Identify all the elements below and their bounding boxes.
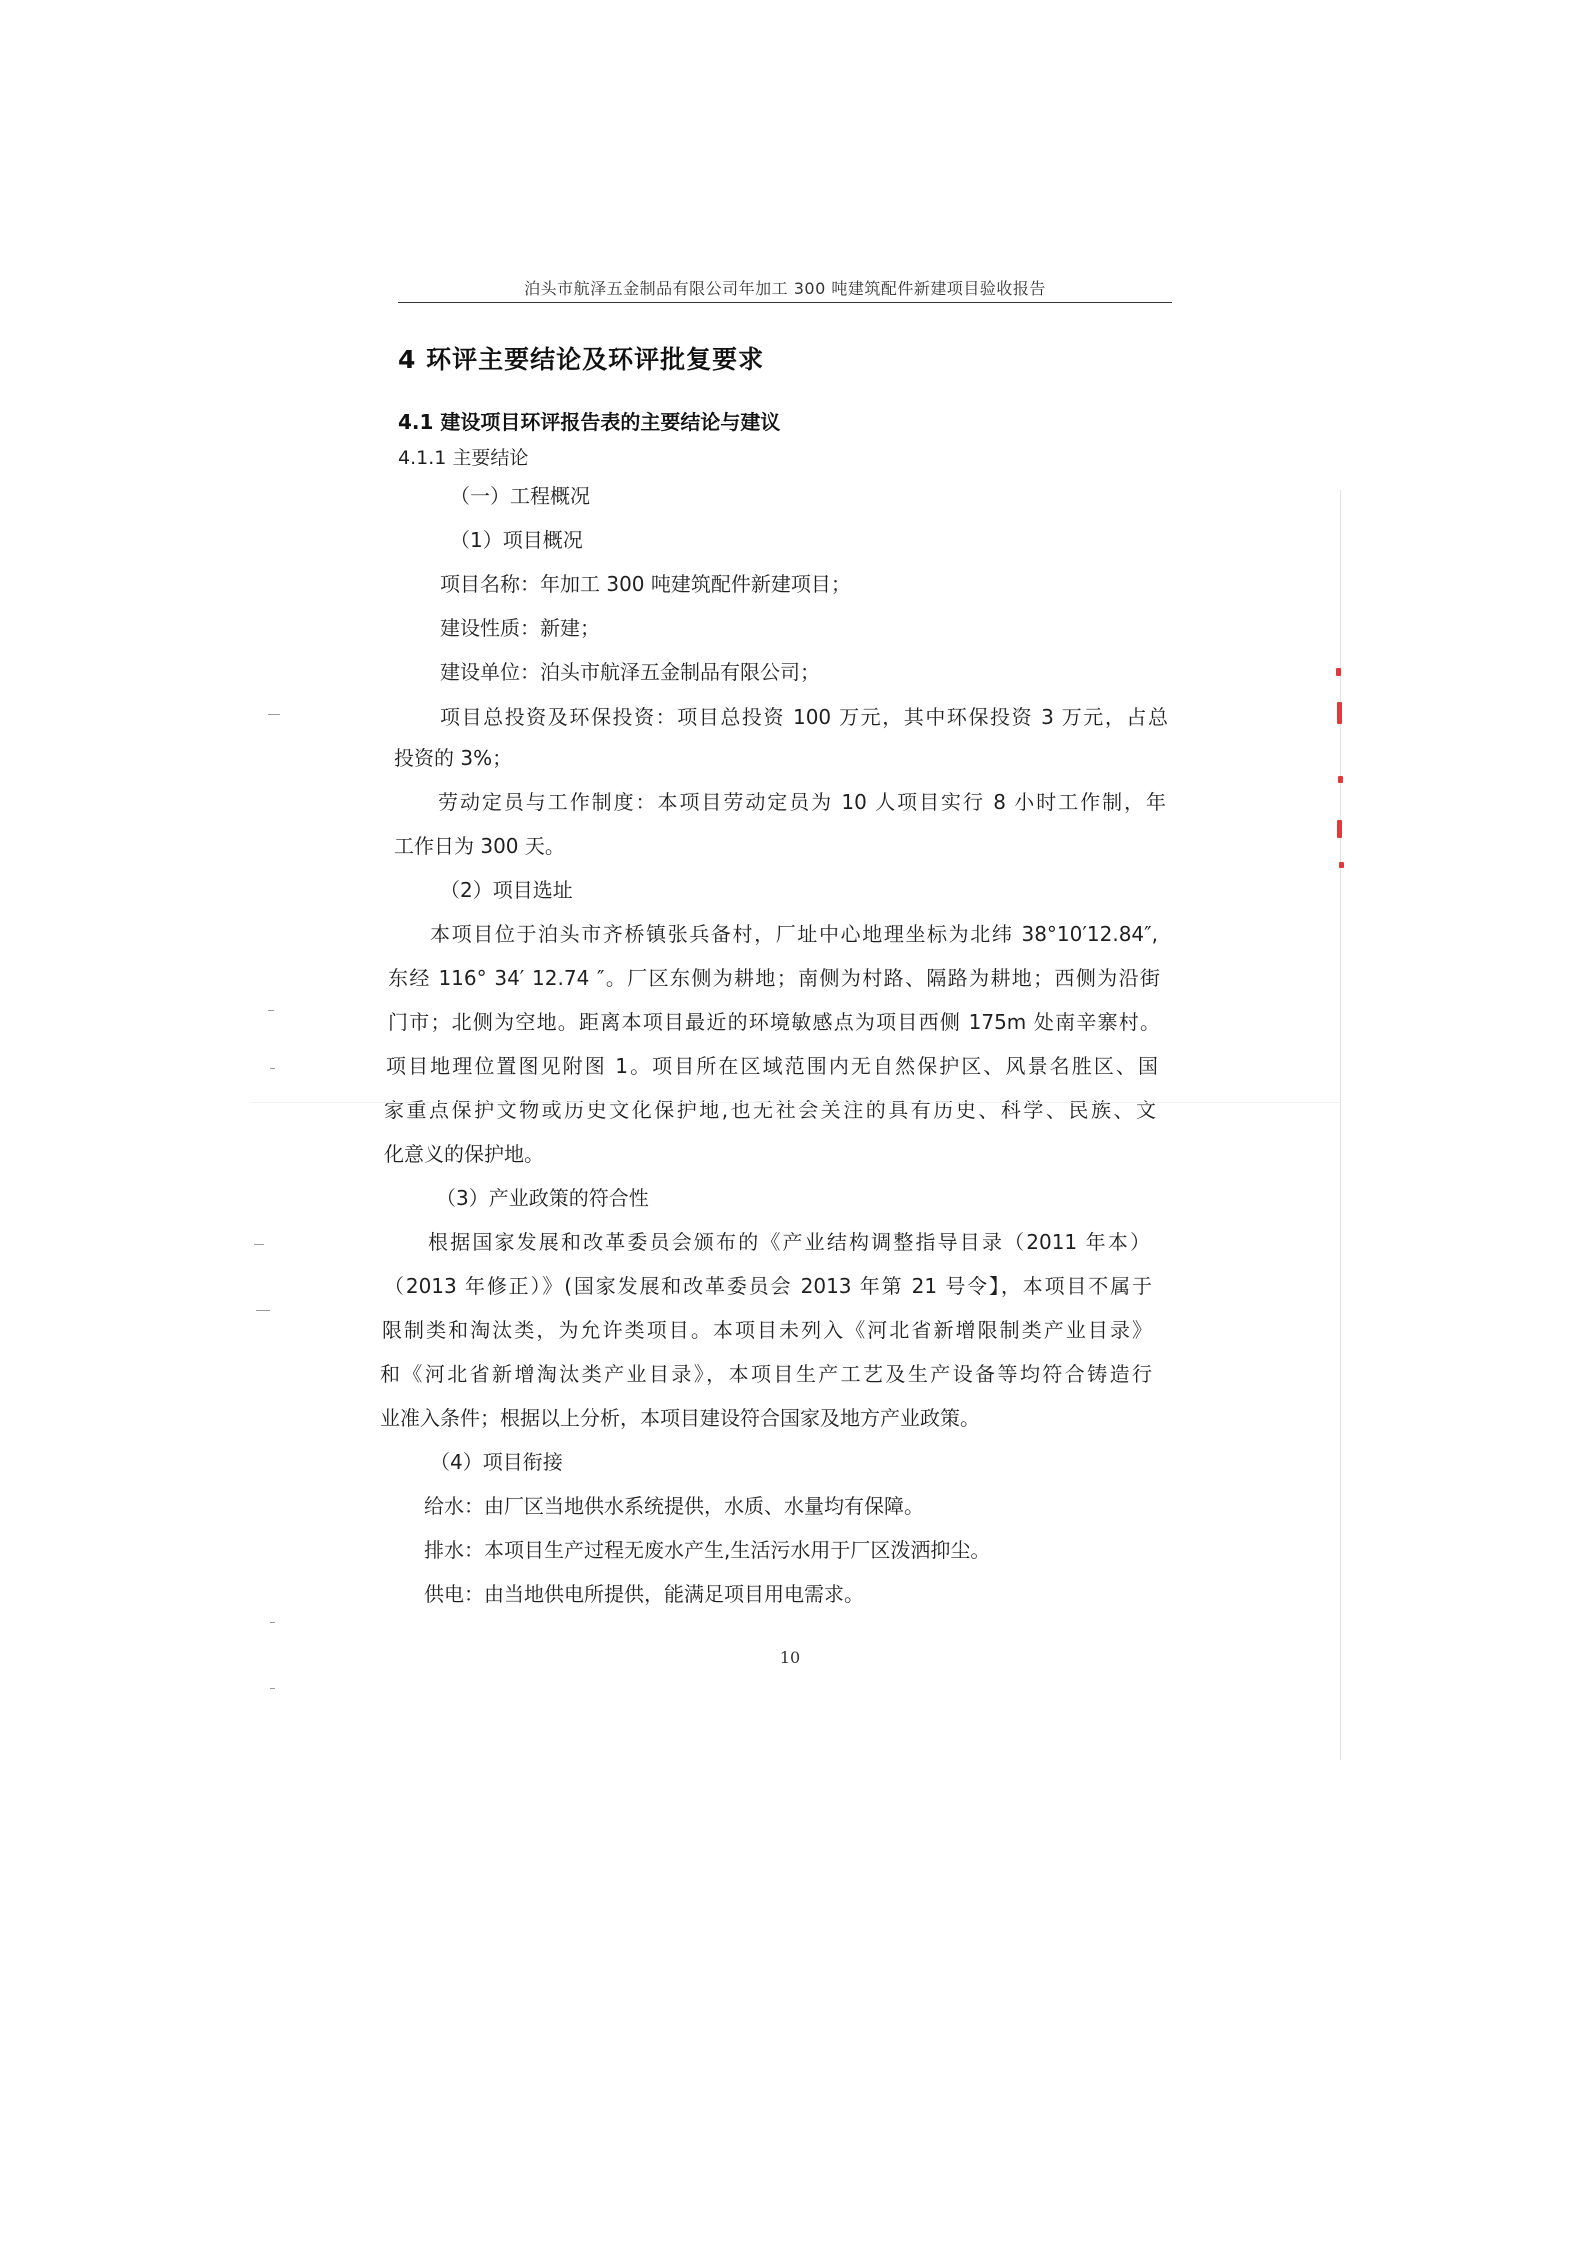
scan-speck <box>270 1622 275 1623</box>
scan-edge-line <box>1340 490 1341 1760</box>
staffing-line: 劳动定员与工作制度：本项目劳动定员为 10 人项目实行 8 小时工作制，年 <box>438 790 1166 814</box>
scan-speck <box>256 1310 270 1311</box>
policy-paragraph-line: 根据国家发展和改革委员会颁布的《产业结构调整指导目录（2011 年本） <box>428 1230 1150 1254</box>
heading-project-summary: （1）项目概况 <box>450 528 583 552</box>
seal-edge-mark <box>1337 702 1342 724</box>
staffing-line-cont: 工作日为 300 天。 <box>394 834 565 858</box>
policy-paragraph-line: （2013 年修正）》(国家发展和改革委员会 2013 年第 21 号令】，本项目不属于 <box>384 1274 1152 1298</box>
scan-speck <box>268 1010 274 1011</box>
policy-paragraph-line: 限制类和淘汰类，为允许类项目。本项目未列入《河北省新增限制类产业目录》 <box>382 1318 1152 1342</box>
page-header: 泊头市航泽五金制品有限公司年加工 300 吨建筑配件新建项目验收报告 <box>524 279 1046 298</box>
investment-line: 项目总投资及环保投资：项目总投资 100 万元，其中环保投资 3 万元，占总 <box>440 705 1168 729</box>
scan-band-line <box>250 1102 1340 1103</box>
heading-project-connection: （4）项目衔接 <box>430 1450 563 1474</box>
scan-speck <box>270 1688 275 1689</box>
policy-paragraph-line: 和《河北省新增淘汰类产业目录》，本项目生产工艺及生产设备等均符合铸造行 <box>380 1362 1152 1386</box>
site-paragraph-line: 项目地理位置图见附图 1。项目所在区域范围内无自然保护区、风景名胜区、国 <box>386 1054 1158 1078</box>
scan-speck <box>270 1068 275 1069</box>
site-paragraph-line: 本项目位于泊头市齐桥镇张兵备村，厂址中心地理坐标为北纬 38°10′12.84″, <box>430 922 1158 946</box>
seal-edge-mark <box>1337 820 1342 838</box>
heading-site-selection: （2）项目选址 <box>440 878 573 902</box>
scan-speck <box>268 714 280 715</box>
seal-edge-mark <box>1339 862 1344 868</box>
site-paragraph-line: 家重点保护文物或历史文化保护地,也无社会关注的具有历史、科学、民族、文 <box>384 1098 1156 1122</box>
page-number: 10 <box>779 1648 801 1667</box>
subsubsection-title: 4.1.1 主要结论 <box>398 447 529 469</box>
header-rule <box>398 302 1172 303</box>
developer-line: 建设单位：泊头市航泽五金制品有限公司； <box>440 660 820 684</box>
site-paragraph-line: 化意义的保护地。 <box>384 1142 544 1166</box>
water-supply-line: 给水：由厂区当地供水系统提供，水质、水量均有保障。 <box>424 1494 924 1518</box>
site-paragraph-line: 东经 116° 34′ 12.74 ″。厂区东侧为耕地；南侧为村路、隔路为耕地；西侧为沿街 <box>388 966 1160 990</box>
seal-edge-mark <box>1338 776 1343 783</box>
seal-edge-mark <box>1336 668 1341 676</box>
drainage-line: 排水：本项目生产过程无废水产生,生活污水用于厂区泼洒抑尘。 <box>424 1538 991 1562</box>
project-name-line: 项目名称：年加工 300 吨建筑配件新建项目； <box>440 572 851 596</box>
investment-line-cont: 投资的 3%； <box>394 746 513 770</box>
site-paragraph-line: 门市；北侧为空地。距离本项目最近的环境敏感点为项目西侧 175m 处南辛寨村。 <box>388 1010 1160 1034</box>
section-title: 4 环评主要结论及环评批复要求 <box>398 345 765 374</box>
heading-project-overview: （一）工程概况 <box>450 484 590 508</box>
construction-type-line: 建设性质：新建； <box>440 616 600 640</box>
scan-speck <box>254 1244 264 1245</box>
policy-paragraph-line: 业准入条件；根据以上分析，本项目建设符合国家及地方产业政策。 <box>380 1406 980 1430</box>
subsection-title: 4.1 建设项目环评报告表的主要结论与建议 <box>398 410 781 434</box>
heading-industry-policy: （3）产业政策的符合性 <box>436 1186 649 1210</box>
power-supply-line: 供电：由当地供电所提供，能满足项目用电需求。 <box>424 1582 864 1606</box>
